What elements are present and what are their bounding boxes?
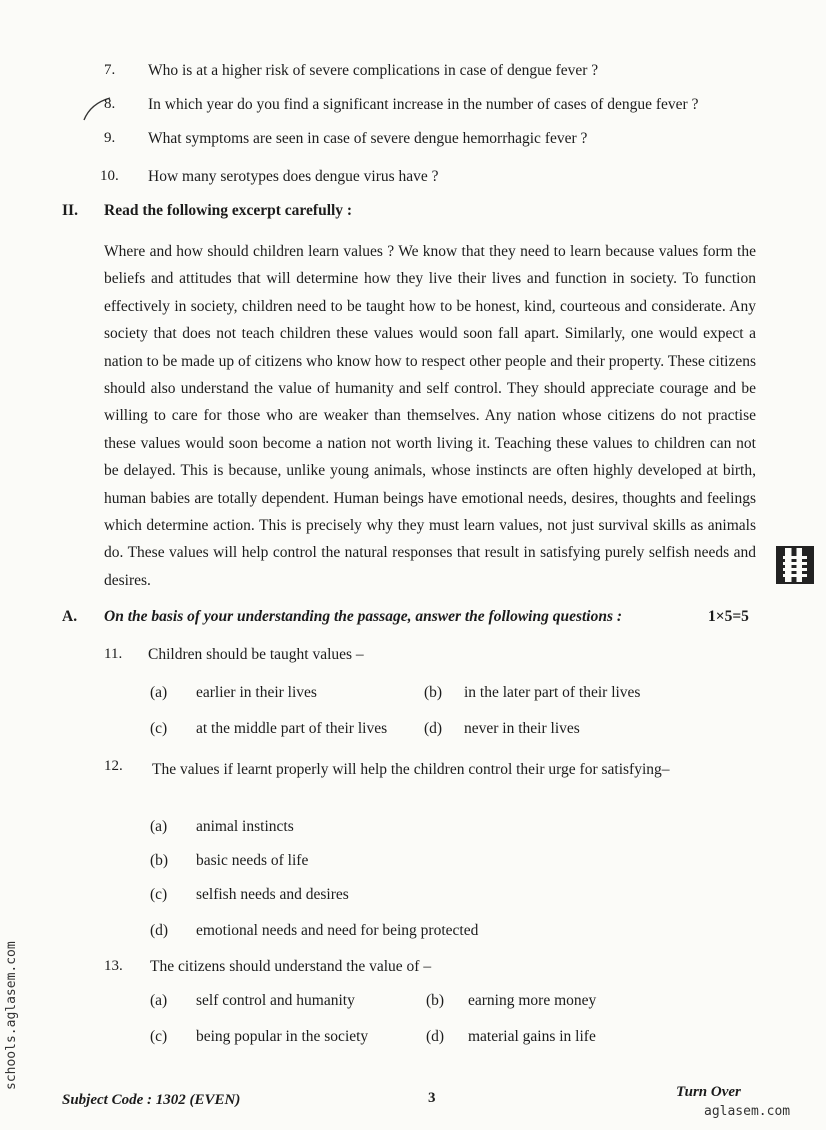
option-label: (a) — [150, 684, 168, 701]
section-marks: 1×5=5 — [708, 608, 749, 625]
option-label: (b) — [426, 992, 445, 1009]
turn-over: Turn Over — [676, 1084, 741, 1100]
option-text: earlier in their lives — [196, 684, 317, 701]
option-text: animal instincts — [196, 818, 294, 835]
option-d — [426, 1028, 596, 1046]
option-text: being popular in the society — [196, 1028, 369, 1045]
question-number: 13. — [104, 958, 123, 974]
option-text: material gains in life — [468, 1028, 596, 1045]
option-label: (c) — [150, 886, 168, 903]
option-label: (c) — [150, 1028, 168, 1045]
side-watermark: schools.aglasem.com — [4, 941, 19, 1090]
question-number: 9. — [104, 130, 116, 146]
option-d — [150, 922, 478, 940]
page-number: 3 — [428, 1090, 436, 1106]
option-label: (b) — [150, 852, 169, 869]
option-text: earning more money — [468, 992, 597, 1009]
option-label: (d) — [150, 922, 169, 939]
option-b — [424, 684, 640, 702]
question-text: In which year do you find a significant increase in the number of cases of dengue fever ? — [148, 96, 699, 113]
option-d — [424, 720, 580, 738]
option-label: (a) — [150, 818, 168, 835]
section-instruction: On the basis of your understanding the passage, answer the following questions : — [104, 608, 623, 625]
option-text: basic needs of life — [196, 852, 309, 869]
option-c — [150, 886, 349, 904]
option-label: (d) — [426, 1028, 445, 1045]
question-text: How many serotypes does dengue virus have ? — [148, 168, 439, 185]
question-text: The values if learnt properly will help the children control their urge for satisfying– — [152, 761, 670, 778]
section-heading: Read the following excerpt carefully : — [104, 202, 353, 219]
question-text: The citizens should understand the value of – — [150, 958, 432, 975]
option-b — [150, 852, 308, 870]
option-text: at the middle part of their lives — [196, 720, 388, 737]
question-number: 10. — [100, 168, 119, 184]
option-text: self control and humanity — [196, 992, 355, 1009]
option-c — [150, 1028, 368, 1046]
corner-watermark: aglasem.com — [704, 1104, 791, 1119]
option-label: (a) — [150, 992, 168, 1009]
section-number: II. — [62, 202, 78, 219]
option-text: never in their lives — [464, 720, 580, 737]
option-a — [150, 684, 317, 702]
question-number: 12. — [104, 758, 123, 774]
question-number: 11. — [104, 646, 123, 662]
subject-code: Subject Code : 1302 (EVEN) — [62, 1092, 241, 1108]
option-label: (c) — [150, 720, 168, 737]
option-b — [426, 992, 596, 1010]
option-label: (b) — [424, 684, 443, 701]
option-a — [150, 992, 355, 1010]
question-text: Who is at a higher risk of severe complications in case of dengue fever ? — [148, 62, 599, 79]
option-a — [150, 818, 294, 836]
question-text: What symptoms are seen in case of severe dengue hemorrhagic fever ? — [148, 130, 588, 147]
option-text: selfish needs and desires — [196, 886, 349, 903]
question-text: Children should be taught values – — [148, 646, 364, 663]
question-number: 7. — [104, 62, 116, 78]
question-number: 8. — [104, 96, 116, 112]
section-label: A. — [62, 608, 78, 625]
option-text: emotional needs and need for being protected — [196, 922, 479, 939]
option-label: (d) — [424, 720, 443, 737]
passage-text: Where and how should children learn values ? We know that they need to learn because values form the beliefs and attitudes that will determine how they live their lives and function in society. To function effectively in society, children need to be taught how to be honest, kind, courteous and considerate. Any society that does not teach children these values would soon fall apart. Similarly, one would expect a nation to be made up of citizens who know how to respect other people and their property. These citizens should also understand the value of humanity and self control. They should appreciate courage and be willing to care for those who are weaker than themselves. Any nation whose citizens do not practise these values would soon become a nation not worth living it. Teaching these values to children can not be delayed. This is because, unlike young animals, whose instincts are often highly developed at birth, human babies are totally dependent. Human beings have emotional needs, desires, thoughts and feelings which determine action. This is precisely why they must learn values, not just survival skills as animals do. These values will help control the natural responses that result in satisfying purely selfish needs and desires. — [104, 243, 756, 589]
option-text: in the later part of their lives — [464, 684, 641, 701]
option-c — [150, 720, 387, 738]
qr-code-icon — [776, 546, 814, 584]
excerpt-passage — [104, 238, 756, 594]
